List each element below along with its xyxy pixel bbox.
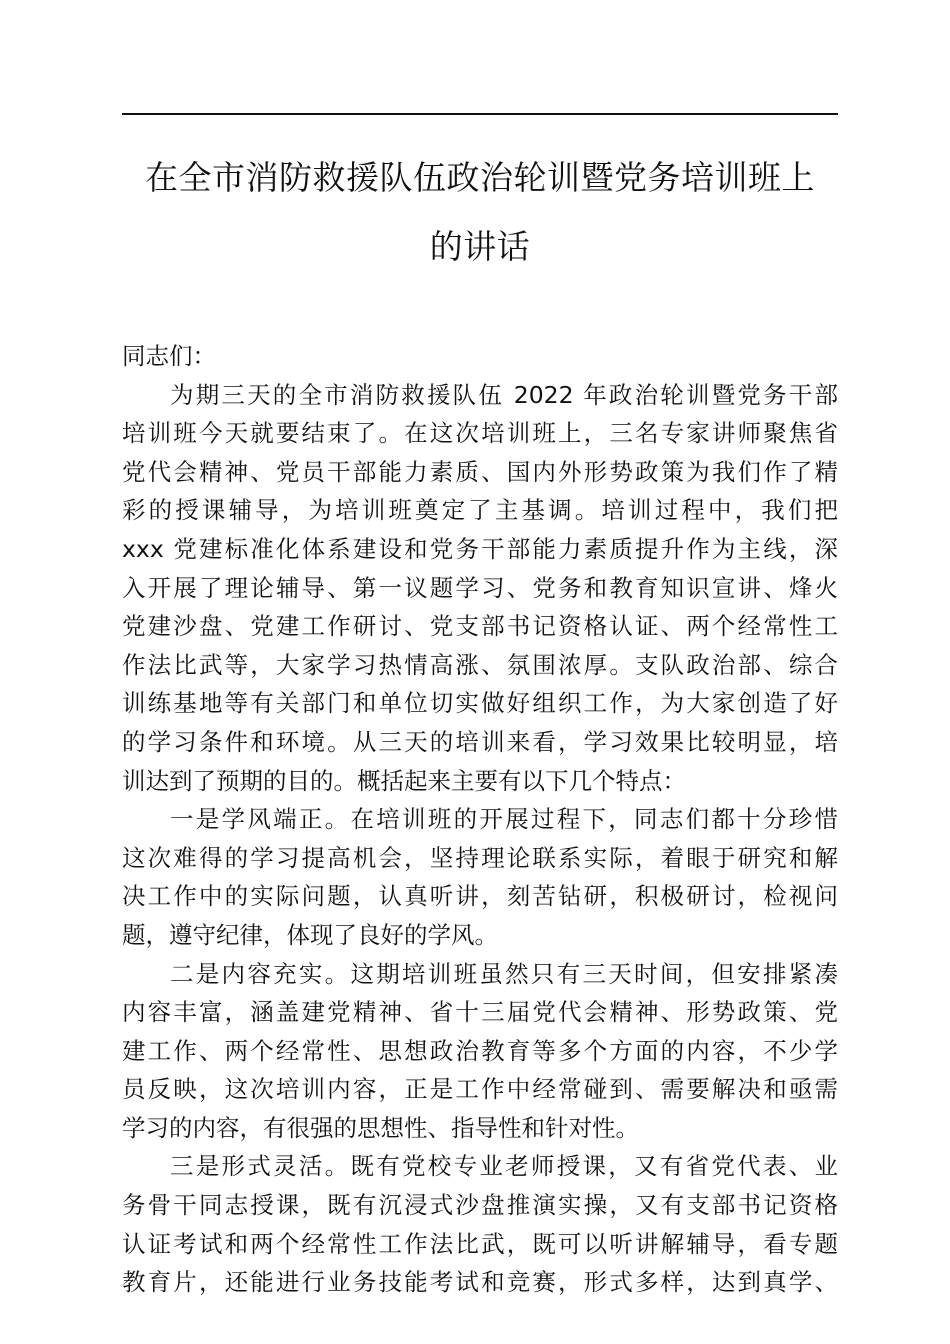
- paragraph: [122, 800, 838, 954]
- paragraph-line: 内容丰富，涵盖建党精神、省十三届党代会精神、形势政策、党: [122, 998, 838, 1027]
- title-line: 的讲话: [429, 227, 531, 266]
- title-line: 在全市消防救援队伍政治轮训暨党务培训班上: [145, 158, 815, 197]
- salutation: 同志们：: [122, 342, 216, 370]
- document-title: [110, 143, 850, 281]
- paragraph: [122, 1147, 838, 1301]
- paragraph-line: 三是形式灵活。既有党校专业老师授课，又有省党代表、业: [170, 1152, 838, 1181]
- paragraph-line: 彩的授课辅导，为培训班奠定了主基调。培训过程中，我们把: [122, 496, 838, 525]
- paragraph-line: 一是学风端正。在培训班的开展过程下，同志们都十分珍惜: [170, 805, 838, 834]
- paragraph-line: 教育片，还能进行业务技能考试和竞赛，形式多样，达到真学、: [122, 1268, 838, 1297]
- paragraph-line: 学习的内容，有很强的思想性、指导性和针对性。: [122, 1113, 639, 1142]
- paragraph-line: 党代会精神、党员干部能力素质、国内外形势政策为我们作了精: [122, 457, 838, 486]
- paragraph-line: 训达到了预期的目的。概括起来主要有以下几个特点：: [122, 766, 686, 795]
- paragraph-line: 决工作中的实际问题，认真听讲，刻苦钻研，积极研讨，检视问: [122, 882, 838, 911]
- paragraph-line: 认证考试和两个经常性工作法比武，既可以听讲解辅导，看专题: [122, 1229, 838, 1258]
- paragraph-line: 建工作、两个经常性、思想政治教育等多个方面的内容，不少学: [122, 1036, 838, 1065]
- paragraph-line: 二是内容充实。这期培训班虽然只有三天时间，但安排紧凑: [170, 959, 838, 988]
- paragraph-line: 这次难得的学习提高机会，坚持理论联系实际，着眼于研究和解: [122, 843, 838, 872]
- paragraph-line: 务骨干同志授课，既有沉浸式沙盘推演实操，又有支部书记资格: [122, 1191, 838, 1220]
- paragraph-line: xxx 党建标准化体系建设和党务干部能力素质提升作为主线，深: [122, 534, 838, 563]
- paragraph-line: 训练基地等有关部门和单位切实做好组织工作，为大家创造了好: [122, 689, 838, 718]
- paragraph-line: 入开展了理论辅导、第一议题学习、党务和教育知识宣讲、烽火: [122, 573, 838, 602]
- paragraph-line: 为期三天的全市消防救援队伍 2022 年政治轮训暨党务干部: [170, 380, 838, 409]
- paragraph-line: 作法比武等，大家学习热情高涨、氛围浓厚。支队政治部、综合: [122, 650, 838, 679]
- paragraph-line: 的学习条件和环境。从三天的培训来看，学习效果比较明显，培: [122, 727, 838, 756]
- paragraph: [122, 376, 838, 801]
- header-rule: [122, 113, 838, 115]
- paragraph-line: 题，遵守纪律，体现了良好的学风。: [122, 920, 498, 949]
- document-body: [122, 337, 838, 1302]
- paragraph-line: 员反映，这次培训内容，正是工作中经常碰到、需要解决和亟需: [122, 1075, 838, 1104]
- paragraph: [122, 955, 838, 1148]
- paragraph-line: 党建沙盘、党建工作研讨、党支部书记资格认证、两个经常性工: [122, 612, 838, 641]
- paragraph-line: 培训班今天就要结束了。在这次培训班上，三名专家讲师聚焦省: [122, 419, 838, 448]
